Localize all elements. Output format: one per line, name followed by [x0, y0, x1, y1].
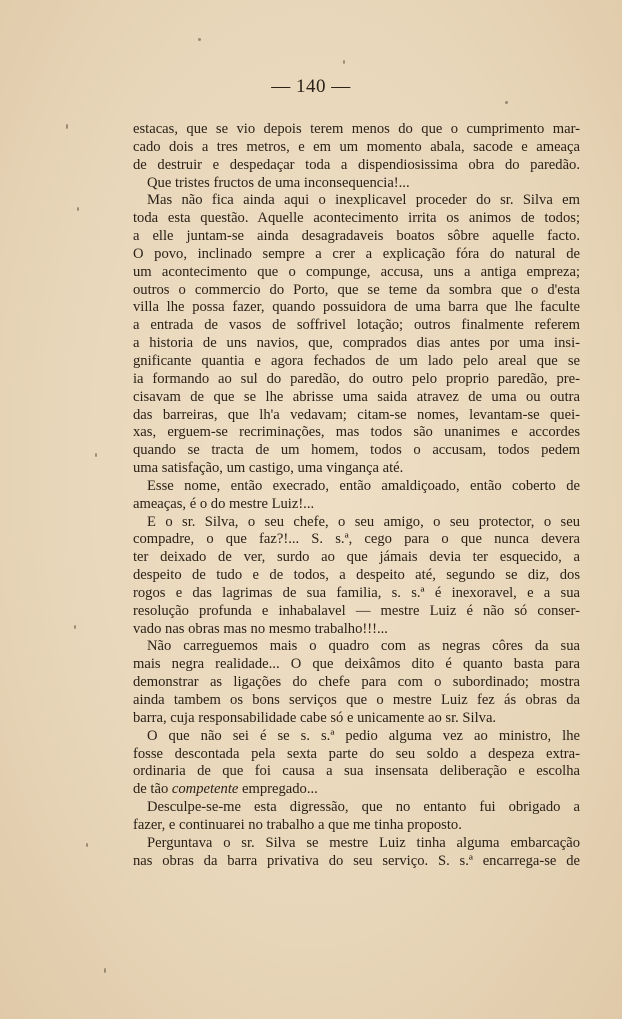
- text-line: compadre, o que faz?!... S. s.ª, cego para o que nunca devera: [133, 531, 580, 548]
- text-line: ainda tambem os bons serviços que o mestre Luiz fez ás obras da: [133, 692, 580, 708]
- text-line: Que tristes fructos de uma inconsequencia!...: [147, 174, 410, 191]
- text-line: rogos e das lagrimas de sua familia, s. s.ª é inexoravel, e a sua: [133, 584, 580, 601]
- text-line: de tão competente empregado...: [133, 781, 318, 798]
- text-line: Perguntava o sr. Silva se mestre Luiz tinha alguma embarcação: [147, 834, 580, 851]
- text-line: cisavam de que se lhe abrisse uma saida atravez de uma ou outra: [133, 388, 580, 405]
- text-line: ameaças, é o do mestre Luiz!...: [133, 495, 315, 512]
- text-line: villa lhe possa fazer, quando possuidora de uma barra que lhe faculte: [133, 299, 580, 316]
- text-line: Esse nome, então execrado, então amaldiçoado, então coberto de: [147, 477, 580, 494]
- text-line: nas obras da barra privativa do seu serviço. S. s.ª encarrega-se de: [133, 852, 580, 869]
- emphasized-word: competente: [171, 781, 239, 798]
- page-number: — 140 —: [271, 76, 351, 97]
- text-line: fazer, e continuarei no trabalho a que me tinha proposto.: [133, 816, 462, 833]
- text-line: a entrada de vasos de soffrivel lotação; outros finalmente referem: [133, 317, 580, 334]
- text-line: ordinaria de que foi causa a sua insensata deliberação e escolha: [133, 763, 580, 780]
- text-line: cado dois a tres metros, e em um momento abala, sacode e ameaça: [133, 138, 580, 155]
- text-line: mais negra realidade... O que deixâmos dito é quanto basta para: [133, 656, 580, 673]
- text-line: das barreiras, que lh'a vedavam; citam-se nomes, levantam-se quei-: [133, 406, 580, 423]
- text-line: a elle juntam-se ainda desagradaveis boatos sôbre aquelle facto.: [133, 228, 580, 245]
- paper-speck: [343, 60, 345, 64]
- text-line: fosse descontada pela sexta parte do seu soldo a despeza extra-: [133, 745, 580, 762]
- text-line: xas, erguem-se recriminações, mas todos são unanimes e accordes: [133, 424, 580, 441]
- paper-speck: [505, 101, 508, 104]
- paper-speck: [104, 968, 106, 973]
- text-line: O povo, inclinado sempre a crer a explicação fóra do natural de: [133, 245, 580, 262]
- text-line: gnificante quantia e agora fechados de um lado pelo areal que se: [133, 352, 580, 369]
- text-line: ter deixado de ver, surdo ao que jámais devia ter esquecido, a: [133, 549, 580, 566]
- paper-speck: [74, 625, 76, 629]
- text-line: E o sr. Silva, o seu chefe, o seu amigo, o seu protector, o seu: [147, 513, 580, 530]
- text-line: um acontecimento que o compunge, accusa, uns a antiga empreza;: [133, 263, 580, 280]
- paper-speck: [77, 207, 79, 211]
- paper-speck: [66, 124, 68, 129]
- body-text: [133, 121, 580, 870]
- text-line: vado nas obras mas no mesmo trabalho!!!...: [133, 620, 388, 637]
- paper-speck: [86, 843, 88, 847]
- text-line: Mas não fica ainda aqui o inexplicavel proceder do sr. Silva em: [147, 192, 580, 209]
- text-line: barra, cuja responsabilidade cabe só e unicamente ao sr. Silva.: [133, 709, 497, 726]
- text-line: uma satisfação, um castigo, uma vingança até.: [133, 460, 404, 477]
- paper-speck: [198, 38, 201, 41]
- text-line: demonstrar as ligações do chefe para com o subordinado; mostra: [133, 674, 580, 691]
- text-line: Não carreguemos mais o quadro com as negras côres da sua: [147, 638, 580, 655]
- text-line: outros o commercio do Porto, que se teme da sombra que o d'esta: [133, 281, 580, 298]
- text-line: ia formando ao sul do paredão, do outro pelo proprio paredão, pre-: [133, 370, 580, 387]
- text-line: O que não sei é se s. s.ª pedio alguma vez ao ministro, lhe: [147, 727, 580, 744]
- text-line: quando se tracta de um homem, todos o accusam, todos pedem: [133, 442, 580, 459]
- text-line: de destruir e despedaçar toda a dispendiosissima obra do paredão.: [133, 156, 580, 173]
- text-line: toda esta questão. Aquelle acontecimento irrita os animos de todos;: [133, 210, 580, 227]
- text-line: estacas, que se vio depois terem menos do que o cumprimento mar-: [133, 121, 580, 137]
- text-line: despeito de tudo e de todos, a despeito até, segundo se diz, dos: [133, 567, 580, 584]
- paper-speck: [95, 453, 97, 457]
- text-line: resolução profunda e inhabalavel — mestre Luiz é não só conser-: [133, 602, 580, 619]
- text-line: a historia de uns navios, que, comprados dias antes por uma insi-: [133, 335, 580, 352]
- text-line: Desculpe-se-me esta digressão, que no entanto fui obrigado a: [147, 799, 580, 816]
